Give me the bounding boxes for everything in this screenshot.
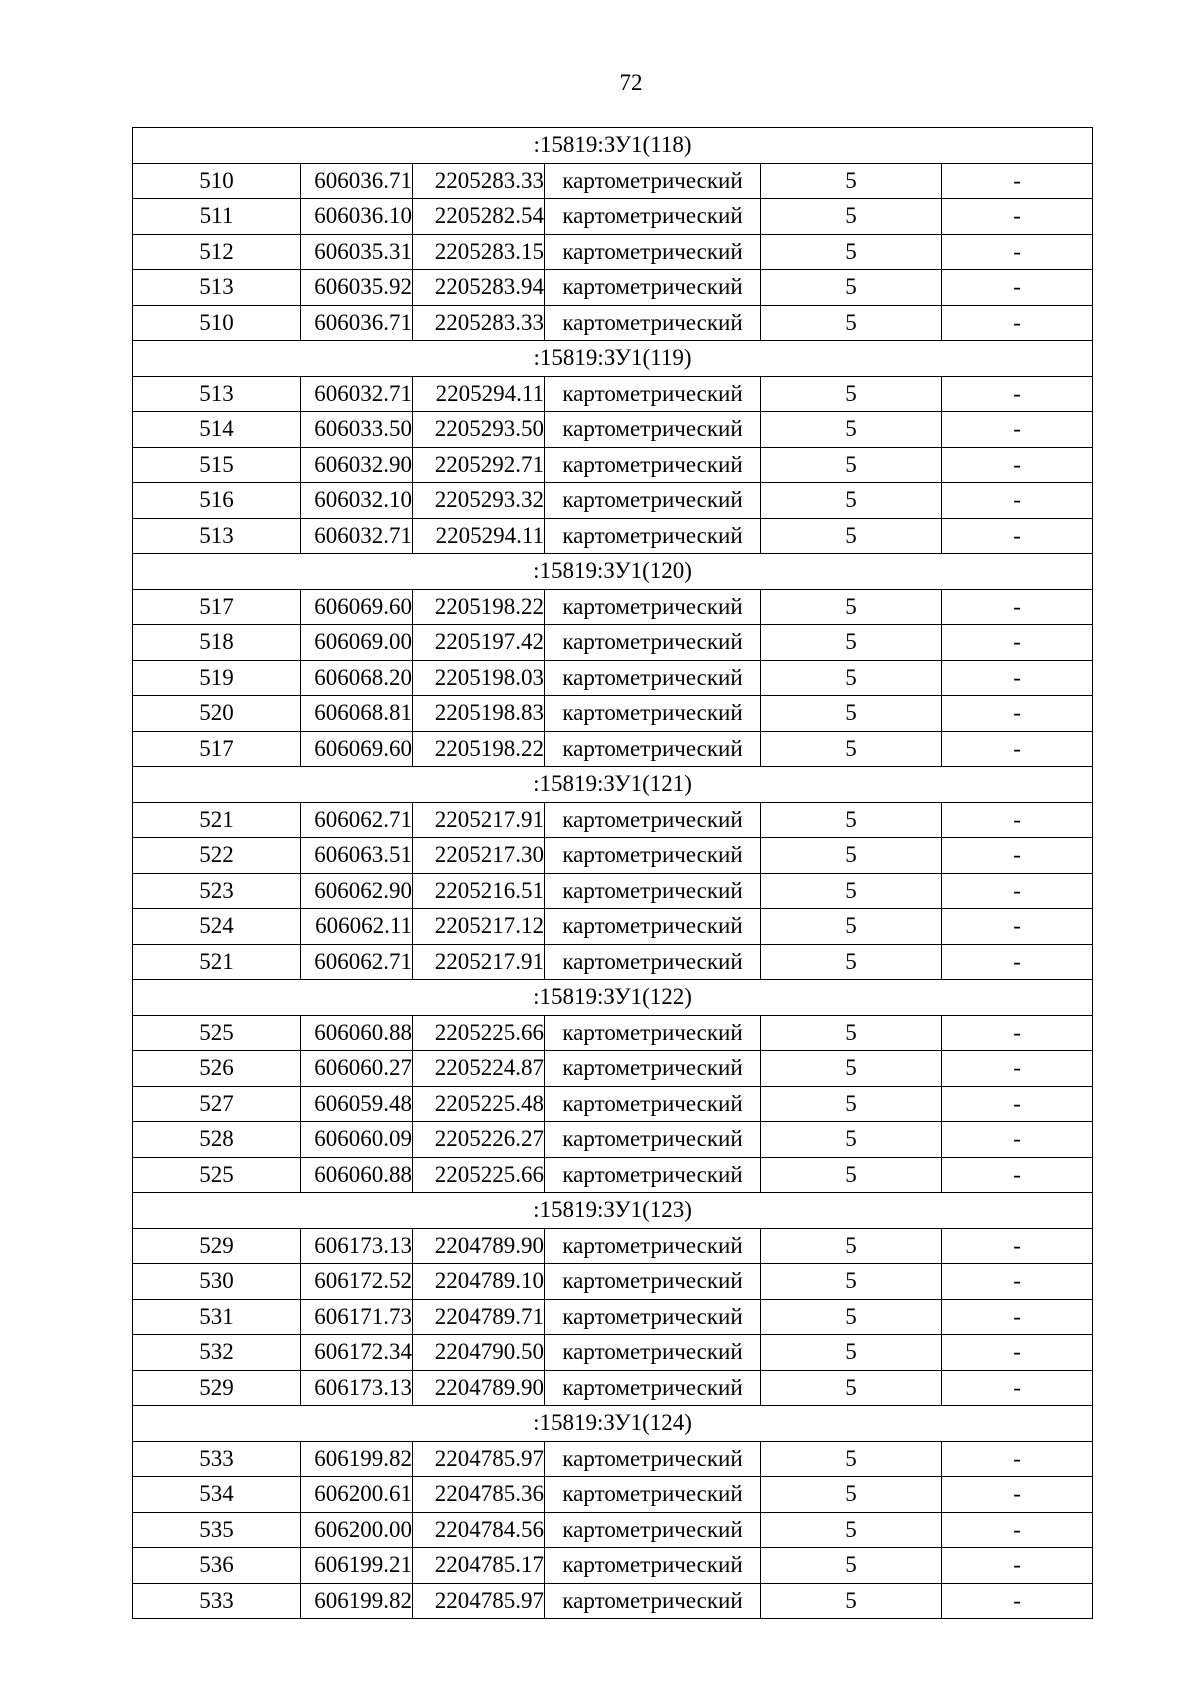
note-cell: - [942,1477,1093,1513]
accuracy-cell: 5 [761,660,942,696]
accuracy-cell: 5 [761,696,942,732]
x-coordinate-cell: 606032.10 [301,483,413,519]
note-cell: - [942,944,1093,980]
accuracy-cell: 5 [761,731,942,767]
table-row [133,1228,1093,1264]
note-cell: - [942,199,1093,235]
x-coordinate-cell: 606060.09 [301,1122,413,1158]
accuracy-cell: 5 [761,802,942,838]
table-row [133,1122,1093,1158]
note-cell: - [942,1441,1093,1477]
method-cell: картометрический [545,625,761,661]
parcel-section-title: :15819:ЗУ1(118) [133,128,1093,164]
method-cell: картометрический [545,1299,761,1335]
method-cell: картометрический [545,660,761,696]
accuracy-cell: 5 [761,1157,942,1193]
point-number-cell: 521 [133,802,301,838]
method-cell: картометрический [545,518,761,554]
accuracy-cell: 5 [761,305,942,341]
x-coordinate-cell: 606173.13 [301,1228,413,1264]
table-row [133,199,1093,235]
table-row [133,1441,1093,1477]
x-coordinate-cell: 606200.00 [301,1512,413,1548]
x-coordinate-cell: 606036.10 [301,199,413,235]
x-coordinate-cell: 606199.82 [301,1583,413,1619]
point-number-cell: 525 [133,1015,301,1051]
accuracy-cell: 5 [761,1228,942,1264]
point-number-cell: 510 [133,305,301,341]
point-number-cell: 513 [133,270,301,306]
x-coordinate-cell: 606035.92 [301,270,413,306]
point-number-cell: 534 [133,1477,301,1513]
point-number-cell: 522 [133,838,301,874]
method-cell: картометрический [545,589,761,625]
point-number-cell: 528 [133,1122,301,1158]
point-number-cell: 517 [133,589,301,625]
y-coordinate-cell: 2205294.11 [413,518,545,554]
section-header-row [133,1406,1093,1442]
y-coordinate-cell: 2205292.71 [413,447,545,483]
x-coordinate-cell: 606060.27 [301,1051,413,1087]
note-cell: - [942,305,1093,341]
accuracy-cell: 5 [761,1583,942,1619]
table-row [133,1157,1093,1193]
method-cell: картометрический [545,696,761,732]
x-coordinate-cell: 606059.48 [301,1086,413,1122]
coordinates-table-body [133,128,1093,1619]
y-coordinate-cell: 2205198.83 [413,696,545,732]
y-coordinate-cell: 2205217.30 [413,838,545,874]
note-cell: - [942,163,1093,199]
note-cell: - [942,1122,1093,1158]
table-row [133,1051,1093,1087]
note-cell: - [942,412,1093,448]
method-cell: картометрический [545,199,761,235]
table-row [133,1264,1093,1300]
y-coordinate-cell: 2204785.17 [413,1548,545,1584]
table-row [133,944,1093,980]
x-coordinate-cell: 606063.51 [301,838,413,874]
accuracy-cell: 5 [761,376,942,412]
table-row [133,589,1093,625]
coordinates-table [132,127,1093,1619]
point-number-cell: 517 [133,731,301,767]
page-number: 72 [619,70,643,95]
x-coordinate-cell: 606069.00 [301,625,413,661]
accuracy-cell: 5 [761,1548,942,1584]
y-coordinate-cell: 2204789.10 [413,1264,545,1300]
y-coordinate-cell: 2205293.50 [413,412,545,448]
y-coordinate-cell: 2204789.90 [413,1370,545,1406]
table-row [133,1335,1093,1371]
method-cell: картометрический [545,1264,761,1300]
y-coordinate-cell: 2204785.97 [413,1583,545,1619]
section-header-row [133,980,1093,1016]
x-coordinate-cell: 606060.88 [301,1015,413,1051]
table-row [133,660,1093,696]
section-header-row [133,767,1093,803]
accuracy-cell: 5 [761,234,942,270]
accuracy-cell: 5 [761,944,942,980]
x-coordinate-cell: 606173.13 [301,1370,413,1406]
note-cell: - [942,1370,1093,1406]
y-coordinate-cell: 2205293.32 [413,483,545,519]
note-cell: - [942,1086,1093,1122]
method-cell: картометрический [545,483,761,519]
accuracy-cell: 5 [761,412,942,448]
table-row [133,1583,1093,1619]
point-number-cell: 514 [133,412,301,448]
method-cell: картометрический [545,447,761,483]
y-coordinate-cell: 2205294.11 [413,376,545,412]
accuracy-cell: 5 [761,1477,942,1513]
table-row [133,447,1093,483]
table-row [133,1299,1093,1335]
x-coordinate-cell: 606062.90 [301,873,413,909]
note-cell: - [942,838,1093,874]
parcel-section-title: :15819:ЗУ1(124) [133,1406,1093,1442]
y-coordinate-cell: 2204789.71 [413,1299,545,1335]
note-cell: - [942,589,1093,625]
method-cell: картометрический [545,802,761,838]
x-coordinate-cell: 606069.60 [301,731,413,767]
accuracy-cell: 5 [761,1015,942,1051]
y-coordinate-cell: 2205225.48 [413,1086,545,1122]
note-cell: - [942,1548,1093,1584]
method-cell: картометрический [545,376,761,412]
table-row [133,873,1093,909]
y-coordinate-cell: 2204785.97 [413,1441,545,1477]
point-number-cell: 513 [133,376,301,412]
section-header-row [133,128,1093,164]
table-row [133,1548,1093,1584]
point-number-cell: 536 [133,1548,301,1584]
method-cell: картометрический [545,1335,761,1371]
method-cell: картометрический [545,305,761,341]
table-row [133,1086,1093,1122]
note-cell: - [942,802,1093,838]
y-coordinate-cell: 2205283.94 [413,270,545,306]
accuracy-cell: 5 [761,518,942,554]
table-row [133,802,1093,838]
method-cell: картометрический [545,1583,761,1619]
note-cell: - [942,1051,1093,1087]
point-number-cell: 526 [133,1051,301,1087]
method-cell: картометрический [545,1441,761,1477]
table-row [133,518,1093,554]
accuracy-cell: 5 [761,1264,942,1300]
point-number-cell: 510 [133,163,301,199]
y-coordinate-cell: 2205198.03 [413,660,545,696]
y-coordinate-cell: 2205283.15 [413,234,545,270]
table-row [133,1370,1093,1406]
accuracy-cell: 5 [761,1512,942,1548]
note-cell: - [942,270,1093,306]
table-row [133,376,1093,412]
note-cell: - [942,873,1093,909]
y-coordinate-cell: 2205198.22 [413,589,545,625]
x-coordinate-cell: 606060.88 [301,1157,413,1193]
method-cell: картометрический [545,270,761,306]
x-coordinate-cell: 606062.71 [301,802,413,838]
accuracy-cell: 5 [761,1086,942,1122]
accuracy-cell: 5 [761,483,942,519]
method-cell: картометрический [545,873,761,909]
accuracy-cell: 5 [761,625,942,661]
x-coordinate-cell: 606199.82 [301,1441,413,1477]
y-coordinate-cell: 2205217.12 [413,909,545,945]
y-coordinate-cell: 2204790.50 [413,1335,545,1371]
point-number-cell: 518 [133,625,301,661]
point-number-cell: 519 [133,660,301,696]
x-coordinate-cell: 606068.20 [301,660,413,696]
note-cell: - [942,1157,1093,1193]
point-number-cell: 531 [133,1299,301,1335]
x-coordinate-cell: 606036.71 [301,163,413,199]
table-row [133,234,1093,270]
method-cell: картометрический [545,838,761,874]
accuracy-cell: 5 [761,909,942,945]
y-coordinate-cell: 2204789.90 [413,1228,545,1264]
method-cell: картометрический [545,1512,761,1548]
note-cell: - [942,1583,1093,1619]
y-coordinate-cell: 2205217.91 [413,944,545,980]
y-coordinate-cell: 2205282.54 [413,199,545,235]
note-cell: - [942,1228,1093,1264]
table-row [133,1015,1093,1051]
note-cell: - [942,376,1093,412]
accuracy-cell: 5 [761,1335,942,1371]
point-number-cell: 523 [133,873,301,909]
note-cell: - [942,625,1093,661]
x-coordinate-cell: 606199.21 [301,1548,413,1584]
accuracy-cell: 5 [761,873,942,909]
parcel-section-title: :15819:ЗУ1(122) [133,980,1093,1016]
table-row [133,1512,1093,1548]
accuracy-cell: 5 [761,1441,942,1477]
point-number-cell: 529 [133,1370,301,1406]
table-row [133,696,1093,732]
note-cell: - [942,1335,1093,1371]
section-header-row [133,554,1093,590]
x-coordinate-cell: 606172.34 [301,1335,413,1371]
y-coordinate-cell: 2204785.36 [413,1477,545,1513]
point-number-cell: 533 [133,1583,301,1619]
point-number-cell: 515 [133,447,301,483]
table-row [133,909,1093,945]
point-number-cell: 530 [133,1264,301,1300]
parcel-section-title: :15819:ЗУ1(120) [133,554,1093,590]
x-coordinate-cell: 606032.71 [301,376,413,412]
y-coordinate-cell: 2205217.91 [413,802,545,838]
accuracy-cell: 5 [761,447,942,483]
x-coordinate-cell: 606032.90 [301,447,413,483]
point-number-cell: 524 [133,909,301,945]
y-coordinate-cell: 2205283.33 [413,305,545,341]
method-cell: картометрический [545,1015,761,1051]
note-cell: - [942,518,1093,554]
point-number-cell: 532 [133,1335,301,1371]
y-coordinate-cell: 2205224.87 [413,1051,545,1087]
table-row [133,838,1093,874]
table-row [133,412,1093,448]
accuracy-cell: 5 [761,163,942,199]
accuracy-cell: 5 [761,1051,942,1087]
table-row [133,305,1093,341]
x-coordinate-cell: 606171.73 [301,1299,413,1335]
parcel-section-title: :15819:ЗУ1(119) [133,341,1093,377]
point-number-cell: 513 [133,518,301,554]
note-cell: - [942,909,1093,945]
x-coordinate-cell: 606062.11 [301,909,413,945]
method-cell: картометрический [545,1548,761,1584]
method-cell: картометрический [545,944,761,980]
x-coordinate-cell: 606032.71 [301,518,413,554]
method-cell: картометрический [545,234,761,270]
x-coordinate-cell: 606068.81 [301,696,413,732]
method-cell: картометрический [545,1086,761,1122]
y-coordinate-cell: 2205198.22 [413,731,545,767]
table-row [133,270,1093,306]
method-cell: картометрический [545,909,761,945]
y-coordinate-cell: 2205226.27 [413,1122,545,1158]
point-number-cell: 533 [133,1441,301,1477]
point-number-cell: 512 [133,234,301,270]
x-coordinate-cell: 606035.31 [301,234,413,270]
parcel-section-title: :15819:ЗУ1(123) [133,1193,1093,1229]
point-number-cell: 521 [133,944,301,980]
x-coordinate-cell: 606036.71 [301,305,413,341]
accuracy-cell: 5 [761,1299,942,1335]
y-coordinate-cell: 2205225.66 [413,1015,545,1051]
method-cell: картометрический [545,1370,761,1406]
table-row [133,1477,1093,1513]
y-coordinate-cell: 2205225.66 [413,1157,545,1193]
x-coordinate-cell: 606172.52 [301,1264,413,1300]
note-cell: - [942,1264,1093,1300]
accuracy-cell: 5 [761,270,942,306]
note-cell: - [942,1015,1093,1051]
note-cell: - [942,660,1093,696]
note-cell: - [942,483,1093,519]
y-coordinate-cell: 2205216.51 [413,873,545,909]
method-cell: картометрический [545,1122,761,1158]
note-cell: - [942,696,1093,732]
x-coordinate-cell: 606062.71 [301,944,413,980]
section-header-row [133,341,1093,377]
x-coordinate-cell: 606200.61 [301,1477,413,1513]
parcel-section-title: :15819:ЗУ1(121) [133,767,1093,803]
y-coordinate-cell: 2205283.33 [413,163,545,199]
method-cell: картометрический [545,163,761,199]
y-coordinate-cell: 2204784.56 [413,1512,545,1548]
note-cell: - [942,234,1093,270]
point-number-cell: 520 [133,696,301,732]
x-coordinate-cell: 606069.60 [301,589,413,625]
method-cell: картометрический [545,1157,761,1193]
accuracy-cell: 5 [761,199,942,235]
method-cell: картометрический [545,1051,761,1087]
method-cell: картометрический [545,1477,761,1513]
point-number-cell: 516 [133,483,301,519]
note-cell: - [942,1512,1093,1548]
note-cell: - [942,731,1093,767]
table-row [133,483,1093,519]
accuracy-cell: 5 [761,1370,942,1406]
y-coordinate-cell: 2205197.42 [413,625,545,661]
method-cell: картометрический [545,731,761,767]
section-header-row [133,1193,1093,1229]
accuracy-cell: 5 [761,1122,942,1158]
accuracy-cell: 5 [761,589,942,625]
point-number-cell: 525 [133,1157,301,1193]
table-row [133,625,1093,661]
table-row [133,731,1093,767]
x-coordinate-cell: 606033.50 [301,412,413,448]
point-number-cell: 511 [133,199,301,235]
point-number-cell: 527 [133,1086,301,1122]
table-row [133,163,1093,199]
accuracy-cell: 5 [761,838,942,874]
point-number-cell: 535 [133,1512,301,1548]
method-cell: картометрический [545,412,761,448]
note-cell: - [942,1299,1093,1335]
point-number-cell: 529 [133,1228,301,1264]
note-cell: - [942,447,1093,483]
method-cell: картометрический [545,1228,761,1264]
